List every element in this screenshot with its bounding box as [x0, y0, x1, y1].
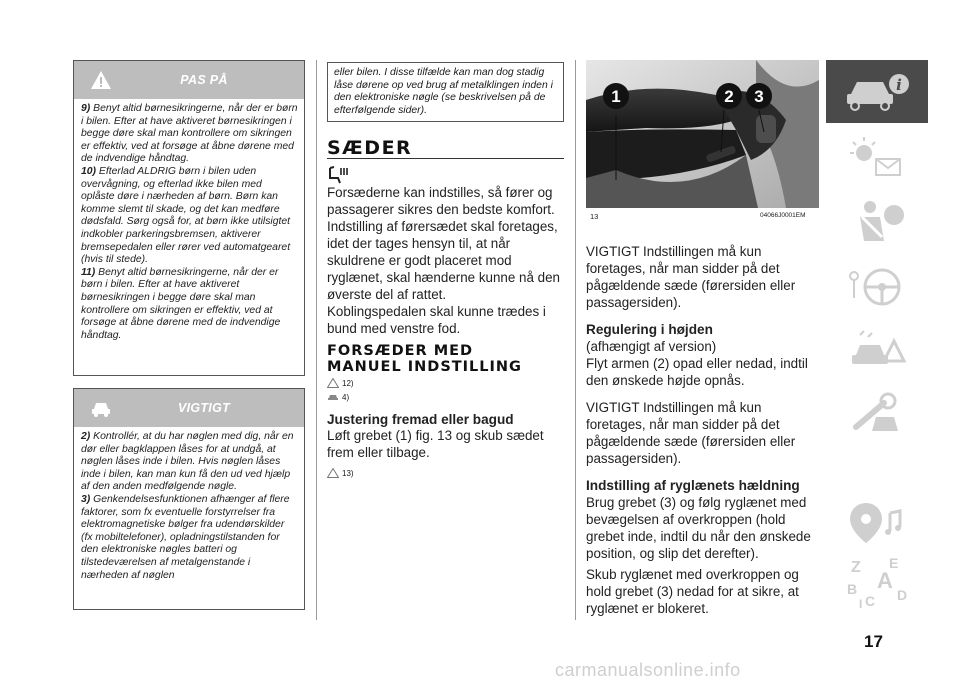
- multimedia-icon: [842, 497, 912, 547]
- tab-dashboard-lights[interactable]: [826, 126, 928, 189]
- callout-1: [603, 83, 629, 109]
- tab-index[interactable]: [826, 550, 928, 613]
- callout-3: [746, 83, 772, 109]
- svg-text:E: E: [889, 554, 899, 571]
- manual-seats-title: FORSÆDER MED MANUEL INDSTILLING: [327, 343, 522, 375]
- height-text: Flyt armen (2) opad eller nedad, indtil den ønskede højde opnås.: [586, 356, 808, 388]
- height-heading: Regulering i højden: [586, 322, 713, 337]
- steering-wheel-key-icon: [842, 262, 912, 312]
- forward-back-heading: Justering fremad eller bagud: [327, 412, 514, 427]
- warning-triangle-icon: [327, 468, 339, 478]
- svg-text:2: 2: [724, 87, 734, 106]
- section-title: SÆDER: [327, 137, 413, 159]
- warning-box-body: [74, 99, 304, 348]
- svg-text:A: A: [877, 567, 893, 593]
- svg-text:D: D: [897, 586, 908, 603]
- height-subheading: (afhængigt af version): [586, 339, 717, 354]
- warning-item: 2) Kontrollér, at du har nøglen med dig, når en dør eller bagklappen låses for at undgå, at nøglen låses inde i bilen. Hvis nøglen låses inde i bilen, kan man kun få den ud ved hjælp af den anden medfølgende nøgle.: [81, 431, 294, 493]
- warning-box-caution: [73, 60, 305, 376]
- warning-box-header: [74, 389, 304, 427]
- tab-emergency[interactable]: [826, 320, 928, 383]
- figure-code: 04066J0001EM: [760, 212, 806, 219]
- page-number: 17: [864, 632, 883, 651]
- warning-box-title: VIGTIGT: [177, 401, 231, 415]
- warning-breakdown-icon: [842, 327, 912, 377]
- reference-note: 12): [327, 378, 354, 388]
- warning-item: 9) Benyt altid børnesikringerne, når der er børn i bilen. Efter at have aktiveret børnesikringen i begge døre skal man kontrollere om sikringen er effektiv, ved at forsøge at åbne dørene med de indvendige håndtag.: [81, 103, 298, 165]
- alphabetical-index-icon: [837, 552, 917, 612]
- forward-back-block: [327, 412, 564, 461]
- column-divider: [316, 60, 317, 620]
- continued-warning-box: eller bilen. I disse tilfælde kan man dog stadig låse dørene op ved brug af metalklingen inden i den elektroniske nøgle (se beskrivelsen på de efterfølgende sider).: [327, 62, 564, 122]
- warning-box-important: [73, 388, 305, 610]
- warning-item: 3) Genkendelsesfunktionen afhænger af flere faktorer, som fx eventuelle forstyrrelser fra elektromagnetiske bølger fra udendørskilder (fx mobiltelefoner), opladningstilstanden for den elektroniske nøgles batteri og tilstedeværelsen af metalgenstande i nærheden af nøglen: [81, 493, 290, 581]
- forward-back-text: Løft grebet (1) fig. 13 og skub sædet frem eller tilbage.: [327, 428, 544, 460]
- car-warning-icon: [90, 398, 112, 423]
- warning-box-title: PAS PÅ: [180, 73, 228, 87]
- svg-text:3: 3: [754, 87, 764, 106]
- car-info-icon: [841, 70, 913, 114]
- section-rule: [327, 158, 564, 159]
- svg-text:Z: Z: [851, 558, 861, 576]
- reference-note: 4): [327, 392, 349, 402]
- maintenance-tools-icon: [842, 391, 912, 441]
- tab-multimedia[interactable]: [826, 490, 928, 553]
- svg-text:C: C: [865, 592, 876, 609]
- important-note: VIGTIGT Indstillingen må kun foretages, når man sidder på det pågældende sæde (førersiden eller passagersiden).: [586, 400, 796, 466]
- warning-triangle-icon: [327, 378, 339, 388]
- car-warning-icon: [327, 392, 339, 402]
- seat-photo: [586, 60, 819, 208]
- important-note: VIGTIGT Indstillingen må kun foretages, når man sidder på det pågældende sæde (førersiden eller passagersiden).: [586, 244, 796, 310]
- svg-text:B: B: [847, 580, 858, 597]
- backrest-text: Skub ryglænet med overkroppen og hold grebet (3) nedad for at sikre, at ryglænet er blokeret.: [586, 567, 799, 616]
- figure-label: 13: [590, 212, 599, 221]
- column3-text: [586, 243, 819, 617]
- dashboard-lights-icon: [842, 133, 912, 183]
- seatbelt-airbag-icon: [842, 197, 912, 247]
- tab-starting-driving[interactable]: [826, 255, 928, 318]
- svg-text:1: 1: [611, 87, 621, 106]
- column-divider: [575, 60, 576, 620]
- backrest-text: Brug grebet (3) og følg ryglænet med bevægelsen af overkroppen (hold grebet inde, indtil du når den ønskede position, og slip det derefter).: [586, 495, 811, 561]
- tab-maintenance[interactable]: [826, 384, 928, 447]
- reference-note: 13): [327, 468, 354, 478]
- warning-item: 11) Benyt altid børnesikringerne, når der er børn i bilen. Efter at have aktiveret børnesikringen i begge døre skal man kontrollere om sikringen er effektiv, ved at forsøge at åbne dørene med de indvendige håndtag.: [81, 266, 281, 341]
- warning-box-header: [74, 61, 304, 99]
- watermark: carmanualsonline.info: [555, 660, 741, 680]
- tab-safety[interactable]: [826, 190, 928, 253]
- warning-triangle-icon: [90, 70, 112, 95]
- svg-text:i: i: [896, 75, 902, 94]
- backrest-heading: Indstilling af ryglænets hældning: [586, 478, 800, 493]
- section-intro: Forsæderne kan indstilles, så fører og passagerer sikres den bedste komfort. Indstilling af førersædet skal foretages, idet der tages hensyn til, at når skuldrene er godt placeret mod ryglænet, skal hænderne kunne nå den øverste del af rattet. Koblingspedalen skal kunne trædes i bund med venstre fod.: [327, 185, 561, 336]
- callout-2: [716, 83, 742, 109]
- tab-car-info[interactable]: [826, 60, 928, 123]
- svg-text:I: I: [859, 596, 863, 611]
- warning-box-body: [74, 427, 304, 588]
- warning-item: 10) Efterlad ALDRIG børn i bilen uden overvågning, og efterlad ikke bilen med oplåste døre i nærheden af børn. Børn kan komme slemt til skade, og det kan medføre dødsfald. Sørg også for, at børn ikke utilsigtet indkobler parkeringsbremsen, aktiverer bremsepedalen eller rører ved automatgearet (hvis til stede).: [81, 165, 291, 266]
